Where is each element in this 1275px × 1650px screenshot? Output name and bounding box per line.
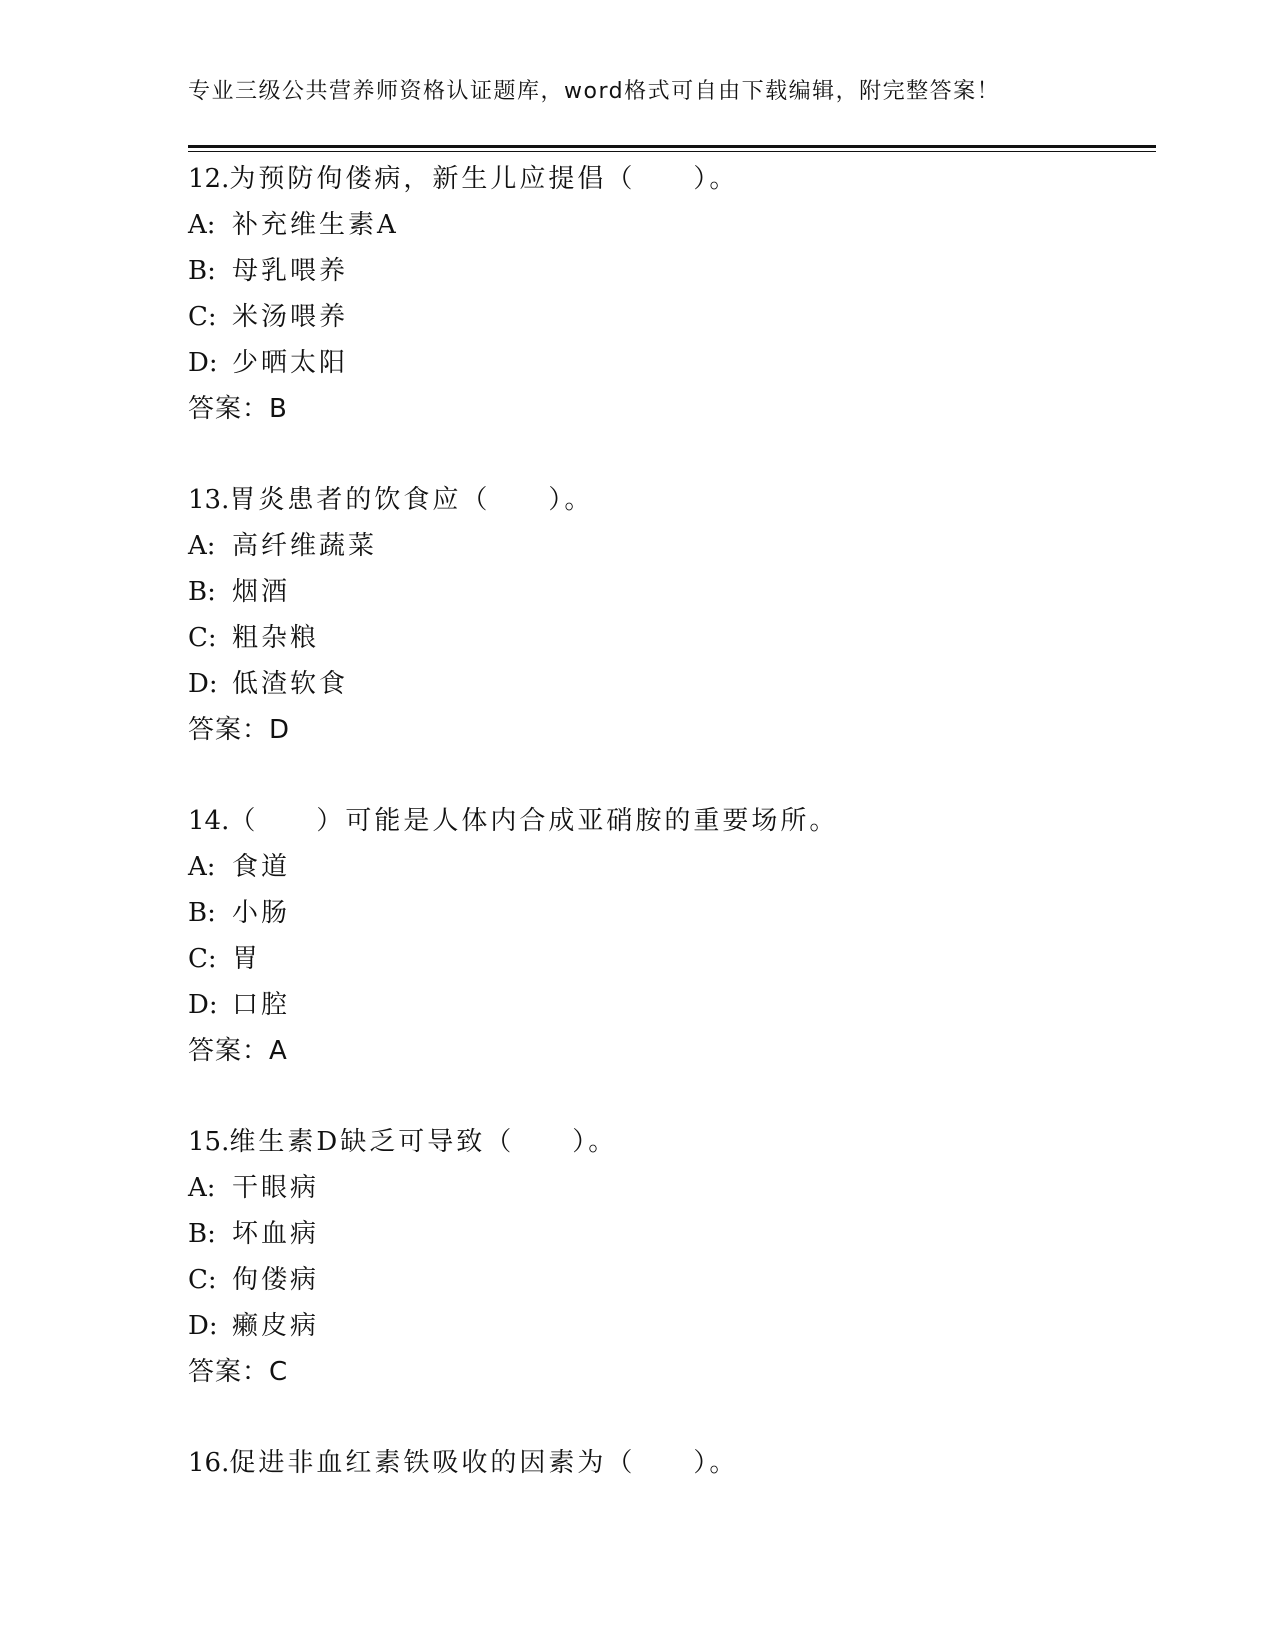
option-key: B: <box>188 898 216 928</box>
option-a <box>188 523 1128 569</box>
option-text: 口腔 <box>232 990 291 1020</box>
question-text: 维生素D缺乏可导致（ ）。 <box>229 1127 618 1157</box>
option-text: 低渣软食 <box>232 669 349 699</box>
option-text: 粗杂粮 <box>232 623 320 653</box>
option-key: B: <box>188 1219 216 1249</box>
option-key: D: <box>188 1311 218 1341</box>
question-15 <box>188 1119 1128 1395</box>
option-key: D: <box>188 669 218 699</box>
option-d <box>188 340 1128 386</box>
option-key: B: <box>188 577 216 607</box>
option-b <box>188 1211 1128 1257</box>
question-number: 14. <box>188 806 230 836</box>
option-a <box>188 844 1128 890</box>
question-stem <box>188 477 1128 523</box>
option-key: C: <box>188 302 217 332</box>
option-key: A: <box>188 1173 216 1203</box>
question-stem <box>188 156 1128 202</box>
option-b <box>188 248 1128 294</box>
header-divider <box>188 145 1156 148</box>
option-c <box>188 294 1128 340</box>
answer-line: 答案：C <box>188 1357 289 1387</box>
question-text: 促进非血红素铁吸收的因素为（ ）。 <box>229 1448 739 1478</box>
answer-line: 答案：A <box>188 1036 288 1066</box>
option-key: A: <box>188 210 216 240</box>
option-text: 米汤喂养 <box>232 302 349 332</box>
option-key: B: <box>188 256 216 286</box>
option-text: 坏血病 <box>232 1219 320 1249</box>
option-d <box>188 982 1128 1028</box>
option-key: D: <box>188 990 218 1020</box>
option-a <box>188 1165 1128 1211</box>
question-text: 胃炎患者的饮食应（ ）。 <box>229 485 594 515</box>
option-c <box>188 615 1128 661</box>
question-stem <box>188 1440 1128 1486</box>
option-key: C: <box>188 1265 217 1295</box>
question-number: 13. <box>188 485 230 515</box>
option-key: D: <box>188 348 218 378</box>
option-b <box>188 569 1128 615</box>
question-number: 16. <box>188 1448 230 1478</box>
option-text: 佝偻病 <box>232 1265 320 1295</box>
question-number: 15. <box>188 1127 230 1157</box>
question-16 <box>188 1440 1128 1486</box>
question-text: （ ）可能是人体内合成亚硝胺的重要场所。 <box>229 806 839 836</box>
option-text: 高纤维蔬菜 <box>232 531 378 561</box>
option-text: 烟酒 <box>232 577 291 607</box>
header-divider-thin <box>188 151 1156 152</box>
question-13 <box>188 477 1128 753</box>
option-text: 少晒太阳 <box>232 348 349 378</box>
option-text: 食道 <box>232 852 291 882</box>
option-key: A: <box>188 531 216 561</box>
option-c <box>188 1257 1128 1303</box>
page-header: 专业三级公共营养师资格认证题库，word格式可自由下载编辑，附完整答案！ <box>188 79 1001 104</box>
option-text: 癞皮病 <box>232 1311 320 1341</box>
option-text: 小肠 <box>232 898 291 928</box>
question-stem <box>188 1119 1128 1165</box>
question-14 <box>188 798 1128 1074</box>
option-text: 补充维生素A <box>232 210 399 240</box>
question-stem <box>188 798 1128 844</box>
option-a <box>188 202 1128 248</box>
question-text: 为预防佝偻病，新生儿应提倡（ ）。 <box>229 164 739 194</box>
option-key: C: <box>188 944 217 974</box>
question-12 <box>188 156 1128 432</box>
option-d <box>188 1303 1128 1349</box>
answer-line: 答案：B <box>188 394 288 424</box>
option-text: 干眼病 <box>232 1173 320 1203</box>
question-number: 12. <box>188 164 230 194</box>
option-text: 母乳喂养 <box>232 256 349 286</box>
option-key: A: <box>188 852 216 882</box>
option-text: 胃 <box>232 944 262 974</box>
option-d <box>188 661 1128 707</box>
option-c <box>188 936 1128 982</box>
answer-line: 答案：D <box>188 715 291 745</box>
option-key: C: <box>188 623 217 653</box>
option-b <box>188 890 1128 936</box>
